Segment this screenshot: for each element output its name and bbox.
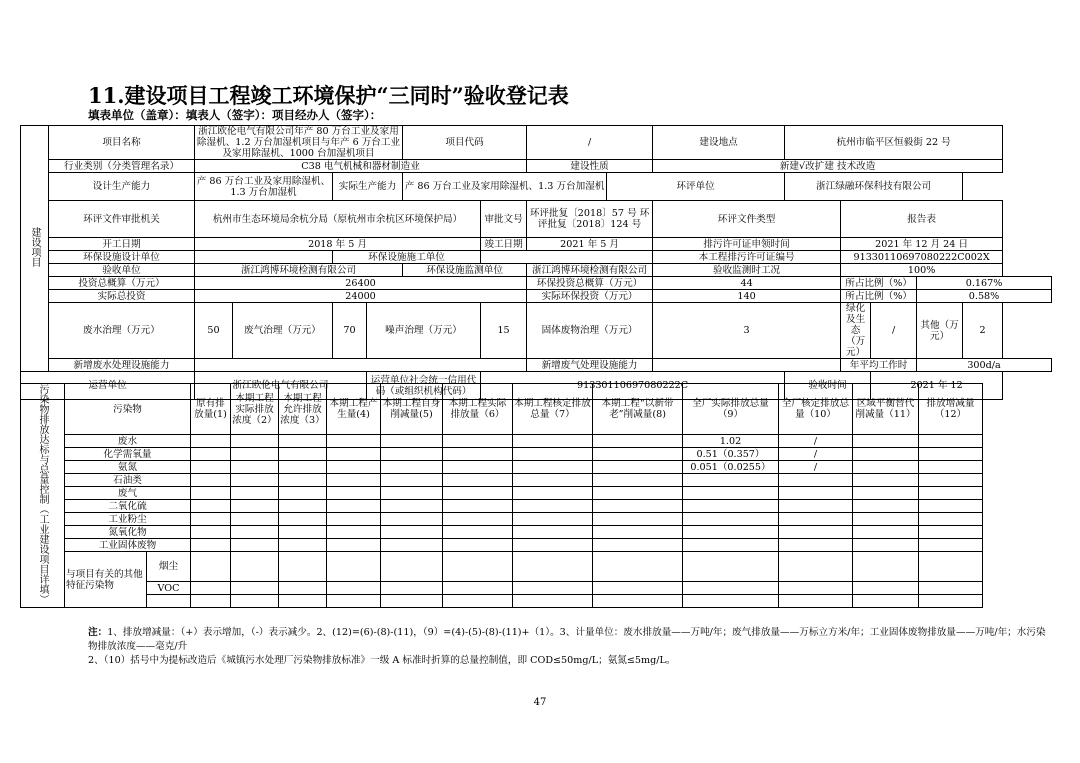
eia-unit-value: 浙江绿融环保科技有限公司 [785,173,963,201]
value-cell-3 [279,552,327,582]
value-cell-1 [191,474,231,487]
nature-label: 建设性质 [527,160,653,173]
value-cell-2 [231,526,279,539]
value-cell-3 [279,500,327,513]
value-cell-6 [443,435,513,448]
value-cell-8 [593,487,683,500]
industry-value: C38 电气机械和器材制造业 [195,160,527,173]
acceptance-unit-value: 浙江鸿博环境检测有限公司 [195,264,403,277]
value-cell-12 [919,461,983,474]
value-cell-5 [381,487,443,500]
value-cell-9 [683,595,779,608]
pollutant-name: 二氧化硫 [65,500,191,513]
value-cell-7 [513,552,593,582]
value-cell-3 [279,513,327,526]
value-cell-8 [593,448,683,461]
location-value: 杭州市临平区恒毅街 22 号 [785,126,1003,160]
value-cell-3 [279,448,327,461]
value-cell-4 [327,461,381,474]
value-cell-12 [919,552,983,582]
eia-unit-label: 环评单位 [607,173,785,201]
header-col-1: 原有排放量(1) [191,384,231,435]
value-cell-12 [919,500,983,513]
other-pollutants-label: 与项目有关的其他特征污染物 [65,552,147,608]
value-cell-6 [443,461,513,474]
green-value: / [871,303,917,359]
design-unit-label: 环保设施设计单位 [49,251,195,264]
value-cell-10 [779,487,853,500]
value-cell-9 [683,500,779,513]
gas-value: 70 [333,303,367,359]
table-row [21,435,1053,448]
project-name-label: 项目名称 [49,126,195,160]
value-cell-10 [779,595,853,608]
value-cell-12 [919,595,983,608]
value-cell-2 [231,448,279,461]
budget-label: 投资总概算（万元） [49,277,195,290]
header-col-12: 排放增减量（12） [919,384,983,435]
pollutant-name: 废气 [65,487,191,500]
approval-no-label: 审批文号 [481,201,527,238]
value-cell-1 [191,487,231,500]
value-cell-11 [853,552,919,582]
value-cell-8 [593,461,683,474]
monitor-condition-value: 100% [841,264,1003,277]
table-row [21,513,1053,526]
value-cell-10: / [779,448,853,461]
value-cell-11 [853,435,919,448]
value-cell-11 [853,595,919,608]
noise-label: 噪声治理（万元） [367,303,481,359]
value-cell-7 [513,526,593,539]
value-cell-10 [779,582,853,595]
permit-no-label: 本工程排污许可证编号 [653,251,841,264]
value-cell-12 [919,539,983,552]
finish-date-value: 2021 年 5 月 [527,238,653,251]
value-cell-12 [919,474,983,487]
doc-type-value: 报告表 [841,201,1003,238]
value-cell-8 [593,552,683,582]
start-date-label: 开工日期 [49,238,195,251]
value-cell-1 [191,595,231,608]
permit-no-value: 91330110697080222C002X [841,251,1003,264]
construct-unit-value [481,251,653,264]
value-cell-9 [683,487,779,500]
value-cell-5 [381,539,443,552]
acceptance-unit-label: 验收单位 [49,264,195,277]
credit-code-label: 运营单位社会统一信用代码（或组织机构代码） [367,372,481,400]
value-cell-11 [853,539,919,552]
new-water-value [195,359,527,372]
doc-type-label: 环评文件类型 [653,201,841,238]
value-cell-2 [231,461,279,474]
value-cell-4 [327,595,381,608]
value-cell-11 [853,474,919,487]
value-cell-9: 0.051（0.0255） [683,461,779,474]
header-col-5: 本期工程自身削减量(5) [381,384,443,435]
value-cell-9 [683,582,779,595]
project-code-label: 项目代码 [403,126,527,160]
value-cell-1 [191,582,231,595]
operator-value: 浙江欧伦电气有限公司 [195,372,367,400]
value-cell-10 [779,552,853,582]
value-cell-2 [231,513,279,526]
value-cell-12 [919,513,983,526]
note-line-2: 2、（10）括号中为提标改造后《城镇污水处理厂污染物排放标准》一级 A 标准时折算的总量控制值，即 COD≤50mg/L；氨氮≤5mg/L。 [88,655,676,666]
value-cell-5 [381,500,443,513]
value-cell-1 [191,500,231,513]
nature-value: 新建√改扩建 技术改造 [653,160,1003,173]
value-cell-4 [327,448,381,461]
value-cell-4 [327,474,381,487]
noise-value: 15 [481,303,527,359]
value-cell-12 [919,435,983,448]
side-label-pollutants: 污染物排放达标与总量控制（工业建设项目详填） [21,384,65,608]
value-cell-3 [279,474,327,487]
other-value: 2 [963,303,1003,359]
value-cell-1 [191,461,231,474]
value-cell-5 [381,448,443,461]
pollutant-name: 化学需氧量 [65,448,191,461]
approval-org-label: 环评文件审批机关 [49,201,195,238]
value-cell-6 [443,448,513,461]
table-row [21,552,1053,582]
value-cell-8 [593,474,683,487]
value-cell-10 [779,513,853,526]
value-cell-6 [443,582,513,595]
env-budget-value: 44 [653,277,841,290]
wastewater-label: 废水治理（万元） [49,303,195,359]
value-cell-5 [381,435,443,448]
value-cell-7 [513,487,593,500]
monitor-unit-label: 环保设施监测单位 [403,264,527,277]
value-cell-12 [919,448,983,461]
value-cell-1 [191,552,231,582]
value-cell-1 [191,513,231,526]
approval-org-value: 杭州市生态环境局余杭分局（原杭州市余杭区环境保护局） [195,201,481,238]
value-cell-5 [381,461,443,474]
pollutant-name: 废水 [65,435,191,448]
value-cell-2 [231,474,279,487]
header-col-4: 本期工程产生量(4) [327,384,381,435]
accept-time-value: 2021 年 12 [871,372,1003,400]
value-cell-2 [231,595,279,608]
design-capacity-value: 产 86 万台工业及家用除湿机、1.3 万台加湿机 [195,173,333,201]
note-lead: 注： [88,627,108,638]
value-cell-5 [381,582,443,595]
value-cell-3 [279,526,327,539]
value-cell-9 [683,539,779,552]
value-cell-3 [279,539,327,552]
other-pollutant-name: 烟尘 [147,552,191,582]
header-col-6: 本期工程实际排放量（6） [443,384,513,435]
pollutant-name: 氮氧化物 [65,526,191,539]
header-col-7: 本期工程核定排放总量（7） [513,384,593,435]
work-time-label: 年平均工作时 [841,359,917,372]
value-cell-8 [593,595,683,608]
gas-label: 废气治理（万元） [233,303,333,359]
value-cell-3 [279,582,327,595]
solid-label: 固体废物治理（万元） [527,303,653,359]
value-cell-2 [231,500,279,513]
monitor-condition-label: 验收监测时工况 [653,264,841,277]
value-cell-7 [513,461,593,474]
value-cell-8 [593,582,683,595]
note-line-1 [88,626,1048,654]
table-row [21,448,1053,461]
pollutant-table [20,383,1053,608]
footnotes [88,626,1048,668]
finish-date-label: 竣工日期 [481,238,527,251]
ratio2-value: 0.58% [917,290,1052,303]
actual-env-invest-value: 140 [653,290,841,303]
value-cell-3 [279,487,327,500]
value-cell-6 [443,487,513,500]
value-cell-8 [593,513,683,526]
value-cell-1 [191,448,231,461]
value-cell-11 [853,461,919,474]
value-cell-9 [683,513,779,526]
value-cell-7 [513,539,593,552]
value-cell-7 [513,474,593,487]
value-cell-5 [381,474,443,487]
header-col-3: 本期工程允许排放浓度（3） [279,384,327,435]
pollutant-header: 污染物 [65,384,191,435]
value-cell-9 [683,474,779,487]
operator-label: 运营单位 [21,372,195,400]
design-unit-value [195,251,333,264]
page-number: 47 [533,697,547,708]
value-cell-6 [443,595,513,608]
value-cell-7 [513,435,593,448]
pollutant-name: 氨氮 [65,461,191,474]
work-time-value: 300d/a [917,359,1052,372]
value-cell-9 [683,526,779,539]
accept-time-label: 验收时间 [785,372,871,400]
value-cell-2 [231,552,279,582]
value-cell-7 [513,448,593,461]
value-cell-1 [191,539,231,552]
credit-code-value: 91330110697080222C [481,372,785,400]
value-cell-6 [443,552,513,582]
value-cell-6 [443,500,513,513]
header-col-10: 全厂核定排放总量（10） [779,384,853,435]
table-row [21,595,1053,608]
value-cell-5 [381,595,443,608]
value-cell-10: / [779,435,853,448]
ratio1-value: 0.167% [917,277,1052,290]
actual-capacity-label: 实际生产能力 [333,173,403,201]
pollutant-name: 石油类 [65,474,191,487]
env-budget-label: 环保投资总概算（万元） [527,277,653,290]
wastewater-value: 50 [195,303,233,359]
value-cell-6 [443,526,513,539]
side-label-project: 建设项目 [21,126,49,372]
value-cell-4 [327,513,381,526]
value-cell-3 [279,461,327,474]
table-row [21,539,1053,552]
value-cell-10 [779,526,853,539]
value-cell-5 [381,526,443,539]
new-gas-label: 新增废气处理设施能力 [527,359,653,372]
permit-time-value: 2021 年 12 月 24 日 [841,238,1003,251]
value-cell-6 [443,539,513,552]
value-cell-4 [327,526,381,539]
value-cell-4 [327,539,381,552]
value-cell-6 [443,474,513,487]
value-cell-1 [191,435,231,448]
value-cell-3 [279,435,327,448]
value-cell-5 [381,552,443,582]
note-text-1: 1、排放增减量：（+）表示增加，（-）表示减少。2、(12)=(6)-(8)-(11)，（9）=(4)-(5)-(8)-(11)+（1）。3、计量单位：废水排放量——万吨/年；废气排放量——万标立方米/年；工业固体废物排放量——万吨/年；水污染物排放浓度——毫克/升 [88,627,1046,652]
approval-no-value: 环评批复〔2018〕57 号 环评批复〔2018〕124 号 [527,201,653,238]
value-cell-8 [593,500,683,513]
value-cell-12 [919,582,983,595]
value-cell-2 [231,539,279,552]
construct-unit-label: 环保设施施工单位 [333,251,481,264]
value-cell-9: 1.02 [683,435,779,448]
project-code-value: / [527,126,653,160]
header-col-2: 本期工程实际排放浓度（2） [231,384,279,435]
value-cell-11 [853,500,919,513]
ratio2-label: 所占比例（%） [841,290,917,303]
value-cell-4 [327,582,381,595]
value-cell-8 [593,435,683,448]
value-cell-12 [919,526,983,539]
value-cell-11 [853,448,919,461]
value-cell-6 [443,513,513,526]
value-cell-9: 0.51（0.357） [683,448,779,461]
value-cell-8 [593,539,683,552]
start-date-value: 2018 年 5 月 [195,238,481,251]
value-cell-9 [683,552,779,582]
green-label: 绿化及生态（万元） [841,303,871,359]
page-title: 11.建设项目工程竣工环境保护“三同时”验收登记表 [88,83,569,108]
value-cell-5 [381,513,443,526]
value-cell-3 [279,595,327,608]
permit-time-label: 排污许可证申领时间 [653,238,841,251]
actual-capacity-value: 产 86 万台工业及家用除湿机、1.3 万台加湿机 [403,173,607,201]
value-cell-4 [327,435,381,448]
location-label: 建设地点 [653,126,785,160]
value-cell-7 [513,595,593,608]
actual-env-invest-label: 实际环保投资（万元） [527,290,653,303]
value-cell-2 [231,435,279,448]
pollutant-name: 工业粉尘 [65,513,191,526]
value-cell-7 [513,582,593,595]
value-cell-11 [853,582,919,595]
pollutant-name: 工业固体废物 [65,539,191,552]
monitor-unit-value: 浙江鸿博环境检测有限公司 [527,264,653,277]
table-row [21,461,1053,474]
other-label: 其他（万元） [917,303,963,359]
value-cell-7 [513,500,593,513]
actual-invest-value: 24000 [195,290,527,303]
value-cell-10 [779,539,853,552]
header-col-9: 全厂实际排放总量（9） [683,384,779,435]
form-subtitle: 填表单位（盖章）：填表人（签字）：项目经办人（签字）： [88,108,382,122]
table-row [21,487,1053,500]
value-cell-11 [853,487,919,500]
value-cell-10 [779,474,853,487]
value-cell-10: / [779,461,853,474]
header-col-8: 本期工程“以新带老”削减量(8) [593,384,683,435]
value-cell-4 [327,552,381,582]
value-cell-2 [231,582,279,595]
value-cell-4 [327,500,381,513]
other-pollutant-name [147,595,191,608]
value-cell-11 [853,513,919,526]
industry-label: 行业类别（分类管理名录） [49,160,195,173]
project-name-value: 浙江欧伦电气有限公司年产 80 万台工业及家用除湿机、1.2 万台加湿机项目与年产 6 万台工业及家用除湿机、1000 台加湿机项目 [195,126,403,160]
table-row [21,500,1053,513]
value-cell-11 [853,526,919,539]
header-col-11: 区域平衡替代削减量（11） [853,384,919,435]
table-row [21,526,1053,539]
table-row [21,474,1053,487]
design-capacity-label: 设计生产能力 [49,173,195,201]
value-cell-1 [191,526,231,539]
new-gas-value [653,359,841,372]
value-cell-12 [919,487,983,500]
new-water-label: 新增废水处理设施能力 [49,359,195,372]
budget-value: 26400 [195,277,527,290]
solid-value: 3 [653,303,841,359]
value-cell-2 [231,487,279,500]
value-cell-10 [779,500,853,513]
ratio1-label: 所占比例（%） [841,277,917,290]
value-cell-7 [513,513,593,526]
actual-invest-label: 实际总投资 [49,290,195,303]
project-info-table [20,125,1052,400]
table-row [21,582,1053,595]
value-cell-8 [593,526,683,539]
other-pollutant-name: VOC [147,582,191,595]
value-cell-4 [327,487,381,500]
